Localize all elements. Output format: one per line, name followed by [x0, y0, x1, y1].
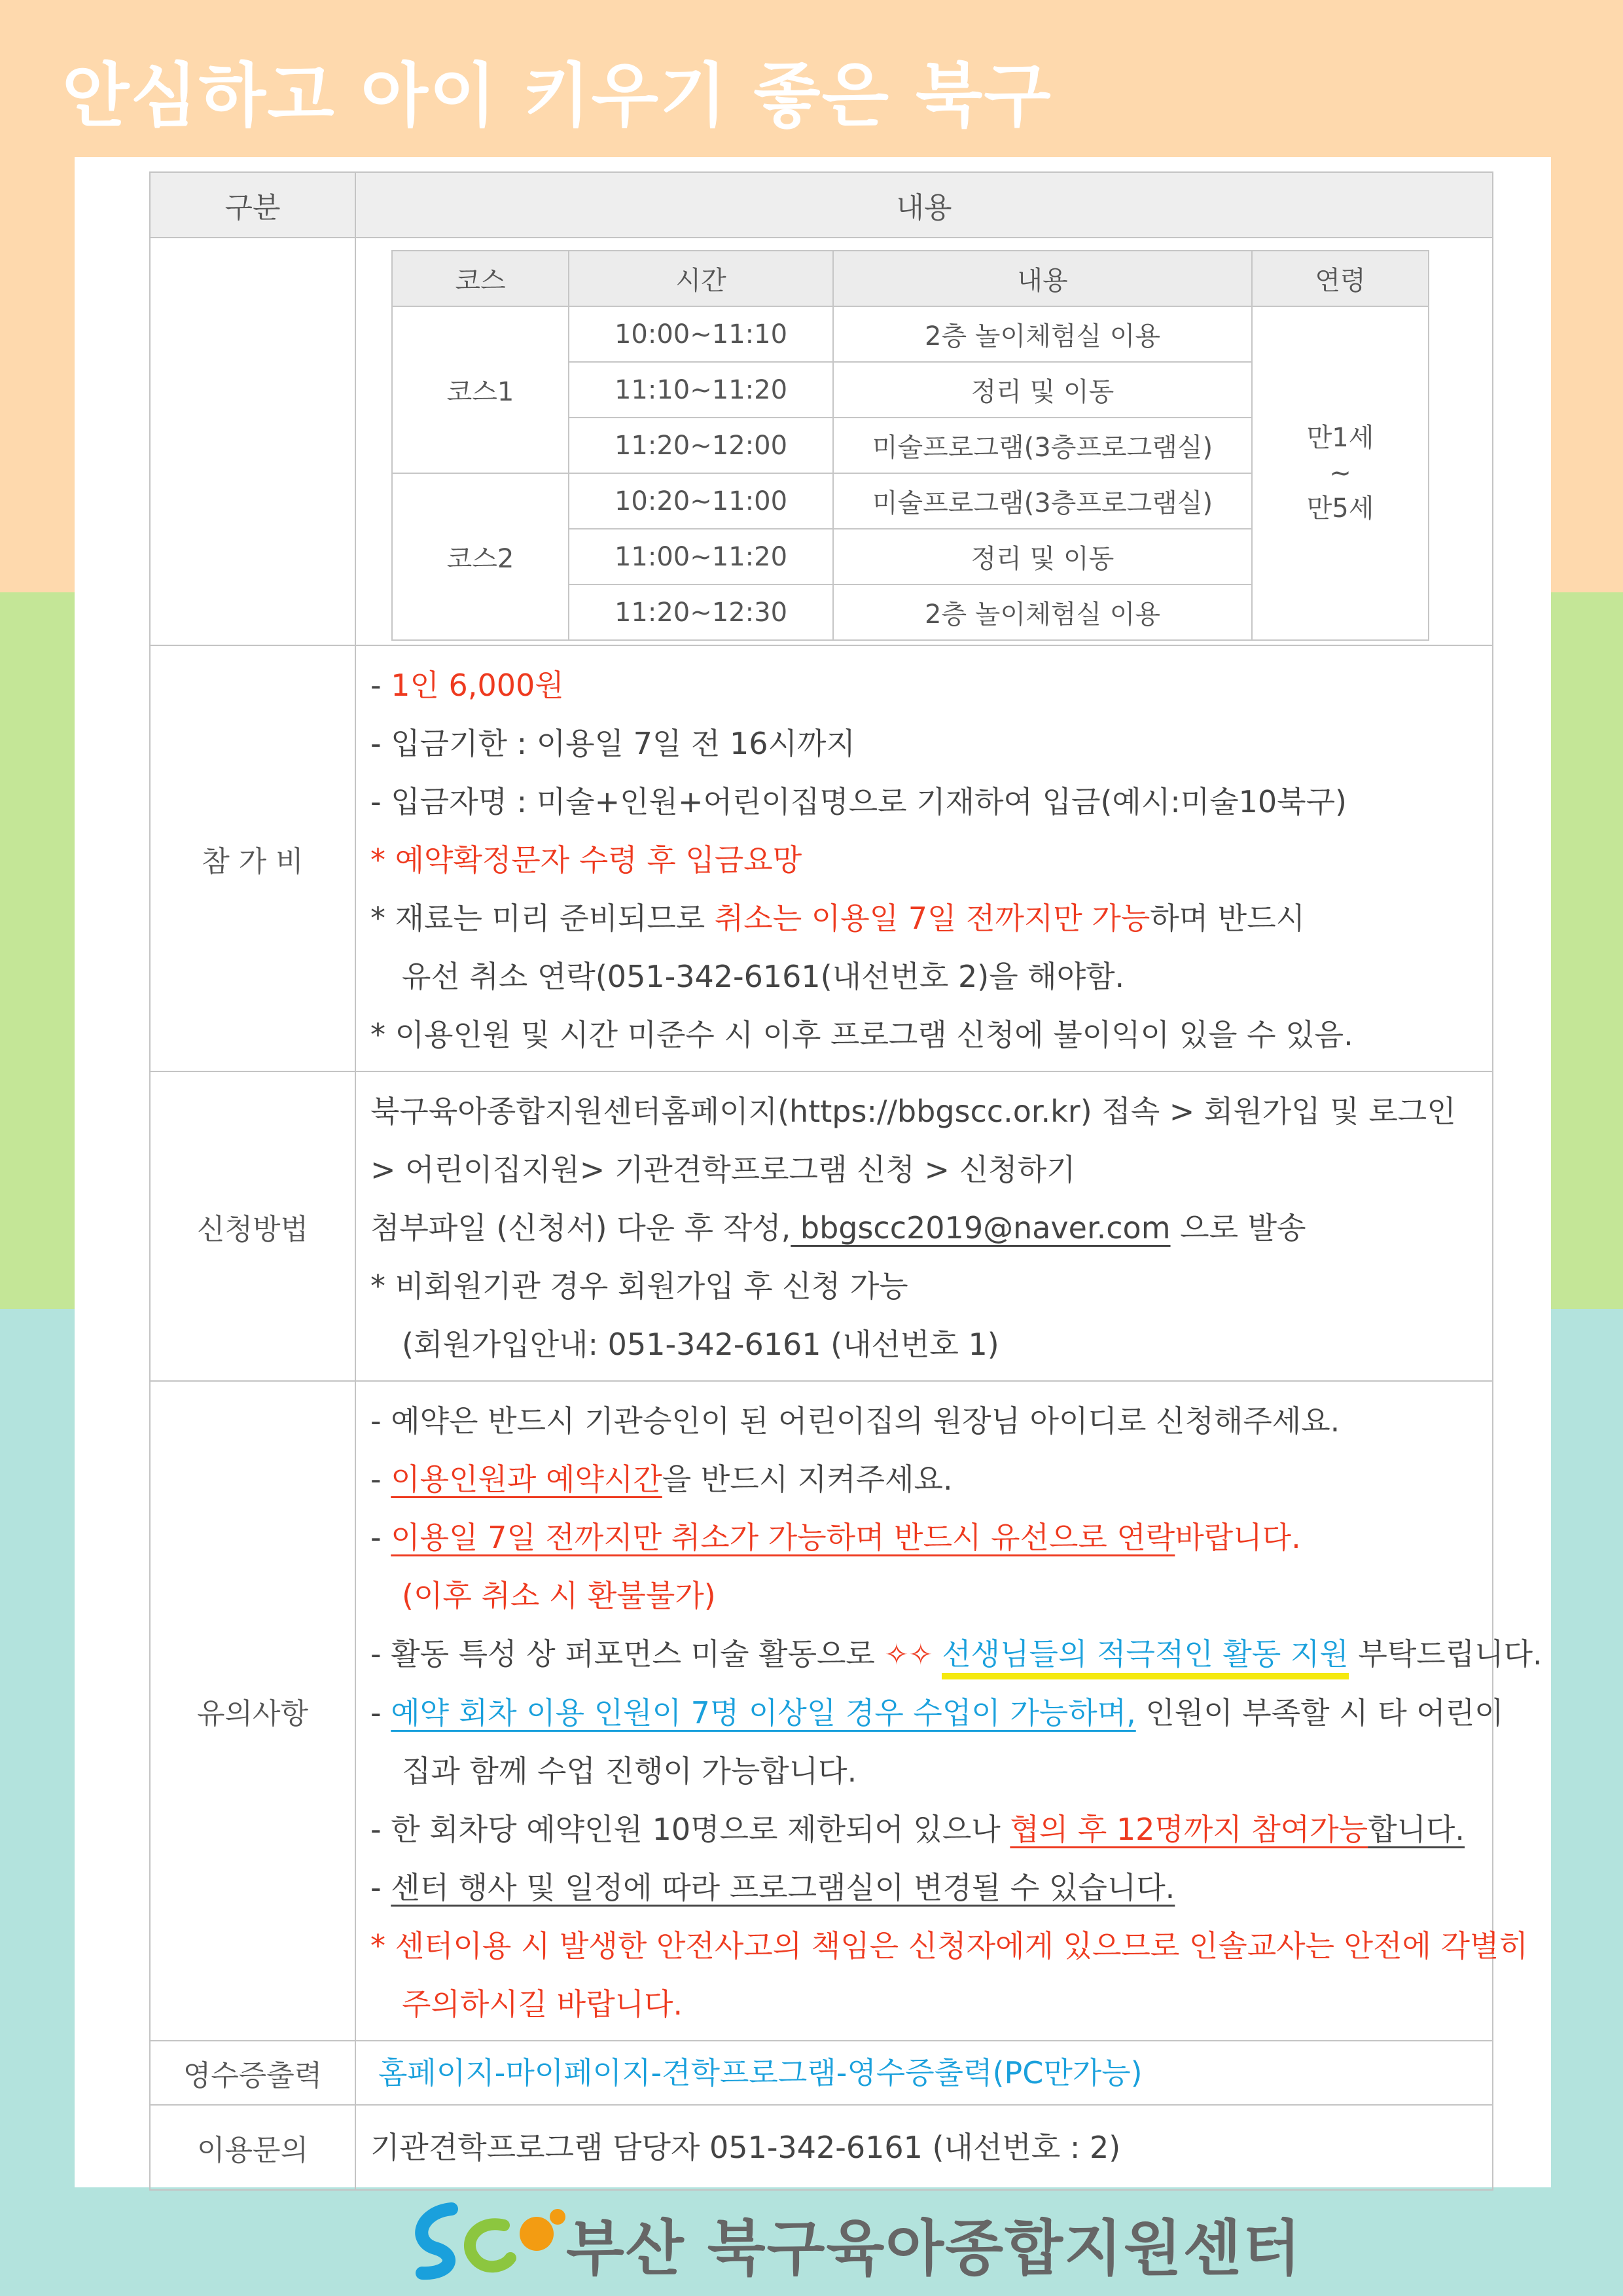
page-title: 안심하고 아이 키우기 좋은 북구: [62, 56, 1052, 136]
sparkle-icon: ✧✧: [884, 1638, 942, 1672]
time-cell-highlight: 10:20~11:00: [569, 473, 833, 529]
fee-penalty-note: * 이용인원 및 시간 미준수 시 이후 프로그램 신청에 불이익이 있을 수 있음.: [370, 1017, 1353, 1052]
fee-deadline: - 입금기한 : 이용일 7일 전 16시까지: [370, 726, 855, 761]
fee-row: [150, 645, 1493, 1071]
schedule-header-time: 시간: [569, 251, 833, 306]
receipt-row: [150, 2041, 1493, 2105]
header-category: 구분: [150, 172, 355, 238]
schedule-header-content: 내용: [833, 251, 1252, 306]
content-cell: 미술프로그램(3층프로그램실): [833, 418, 1252, 473]
content-cell: 정리 및 이동: [833, 362, 1252, 418]
schedule-header-age: 연령: [1252, 251, 1429, 306]
receipt-path: 홈페이지-마이페이지-견학프로그램-영수증출력(PC만가능): [378, 2054, 1143, 2090]
apply-label: 신청방법: [150, 1071, 355, 1381]
table-row: [392, 306, 1429, 362]
age-tilde: ~: [1329, 458, 1351, 488]
notes-row: [150, 1381, 1493, 2041]
fee-label: 참 가 비: [150, 645, 355, 1071]
age-max: 만5세: [1306, 493, 1374, 524]
note-safety: * 센터이용 시 발생한 안전사고의 책임은 신청자에게 있으므로 인솔교사는 안전에 각별히: [370, 1928, 1528, 1964]
info-table-header: [150, 172, 1493, 238]
content-cell: 2층 놀이체험실 이용: [833, 584, 1252, 640]
schedule-row: [150, 238, 1493, 645]
apply-cell: [355, 1071, 1493, 1381]
apply-step-1: 북구육아종합지원센터홈페이지(https://bbgscc.or.kr) 접속 > 회원가입 및 로그인: [370, 1094, 1456, 1129]
notes-cell: [355, 1381, 1543, 2041]
content-cell: 미술프로그램(3층프로그램실): [833, 473, 1252, 529]
schedule-label: [150, 238, 355, 645]
notes-label: 유의사항: [150, 1381, 355, 2041]
schedule-table: [391, 250, 1429, 641]
info-table: [149, 171, 1543, 2191]
email-link[interactable]: bbgscc2019@naver.com: [791, 1210, 1171, 1246]
course-2: 코스2: [392, 473, 569, 640]
time-cell: 11:00~11:20: [569, 529, 833, 584]
note-no-refund: (이후 취소 시 환불불가): [402, 1578, 716, 1613]
age-min: 만1세: [1306, 423, 1374, 453]
center-name: 부산 북구육아종합지원센터: [566, 2214, 1302, 2284]
schedule-header: [392, 251, 1429, 306]
apply-email-line: 첨부파일 (신청서) 다운 후 작성, bbgscc2019@naver.com 으로 발송: [370, 1210, 1306, 1246]
note-approval: - 예약은 반드시 기관승인이 된 어린이집의 원장님 아이디로 신청해주세요.: [370, 1403, 1340, 1439]
header-content: 내용: [355, 172, 1493, 238]
note-min-participants: - 예약 회차 이용 인원이 7명 이상일 경우 수업이 가능하며, 인원이 부족할 시 타 어린이: [370, 1695, 1504, 1731]
note-max-participants: - 한 회차당 예약인원 10명으로 제한되어 있으나 협의 후 12명까지 참여가능합니다.: [370, 1812, 1465, 1847]
schedule-header-course: 코스: [392, 251, 569, 306]
time-cell: 11:10~11:20: [569, 362, 833, 418]
apply-nonmember-note: * 비회원기관 경우 회원가입 후 신청 가능: [370, 1268, 908, 1304]
schedule-cell: [355, 238, 1493, 645]
apply-row: [150, 1071, 1493, 1381]
fee-cancel-note: * 재료는 미리 준비되므로 취소는 이용일 7일 전까지만 가능하며 반드시: [370, 901, 1306, 936]
note-cancel-policy: - 이용일 7일 전까지만 취소가 가능하며 반드시 유선으로 연락바랍니다.: [370, 1520, 1301, 1555]
contact-row: [150, 2105, 1493, 2190]
note-keep-schedule: - 이용인원과 예약시간을 반드시 지켜주세요.: [370, 1462, 953, 1497]
apply-step-2: > 어린이집지원> 기관견학프로그램 신청 > 신청하기: [370, 1152, 1076, 1187]
contact-cell: [355, 2105, 1493, 2190]
contact-text: 기관견학프로그램 담당자 051-342-6161 (내선번호 : 2): [370, 2129, 1121, 2165]
time-cell: 10:00~11:10: [569, 306, 833, 362]
content-cell: 2층 놀이체험실 이용: [833, 306, 1252, 362]
note-joint-class: 집과 함께 수업 진행이 가능합니다.: [402, 1753, 857, 1789]
apply-member-contact: (회원가입안내: 051-342-6161 (내선번호 1): [402, 1327, 999, 1362]
note-room-change: - 센터 행사 및 일정에 따라 프로그램실이 변경될 수 있습니다.: [370, 1870, 1175, 1905]
fee-depositor: - 입금자명 : 미술+인원+어린이집명으로 기재하여 입금(예시:미술10북구): [370, 784, 1347, 819]
fee-amount: - 1인 6,000원: [370, 668, 564, 703]
course-1: 코스1: [392, 306, 569, 473]
content-cell: 정리 및 이동: [833, 529, 1252, 584]
receipt-cell: [355, 2041, 1493, 2105]
fee-cancel-contact: 유선 취소 연락(051-342-6161(내선번호 2)을 해야함.: [402, 959, 1125, 994]
receipt-label: 영수증출력: [150, 2041, 355, 2105]
contact-label: 이용문의: [150, 2105, 355, 2190]
note-teacher-support: - 활동 특성 상 퍼포먼스 미술 활동으로 ✧✧ 선생님들의 적극적인 활동 지원 부탁드립니다.: [370, 1625, 1478, 1684]
fee-confirm-note: * 예약확정문자 수령 후 입금요망: [370, 842, 802, 878]
time-cell: 11:20~12:30: [569, 584, 833, 640]
age-cell: [1252, 306, 1429, 640]
time-cell-highlight: 11:20~12:00: [569, 418, 833, 473]
note-safety-cont: 주의하시길 바랍니다.: [402, 1986, 683, 2022]
fee-cell: [355, 645, 1493, 1071]
